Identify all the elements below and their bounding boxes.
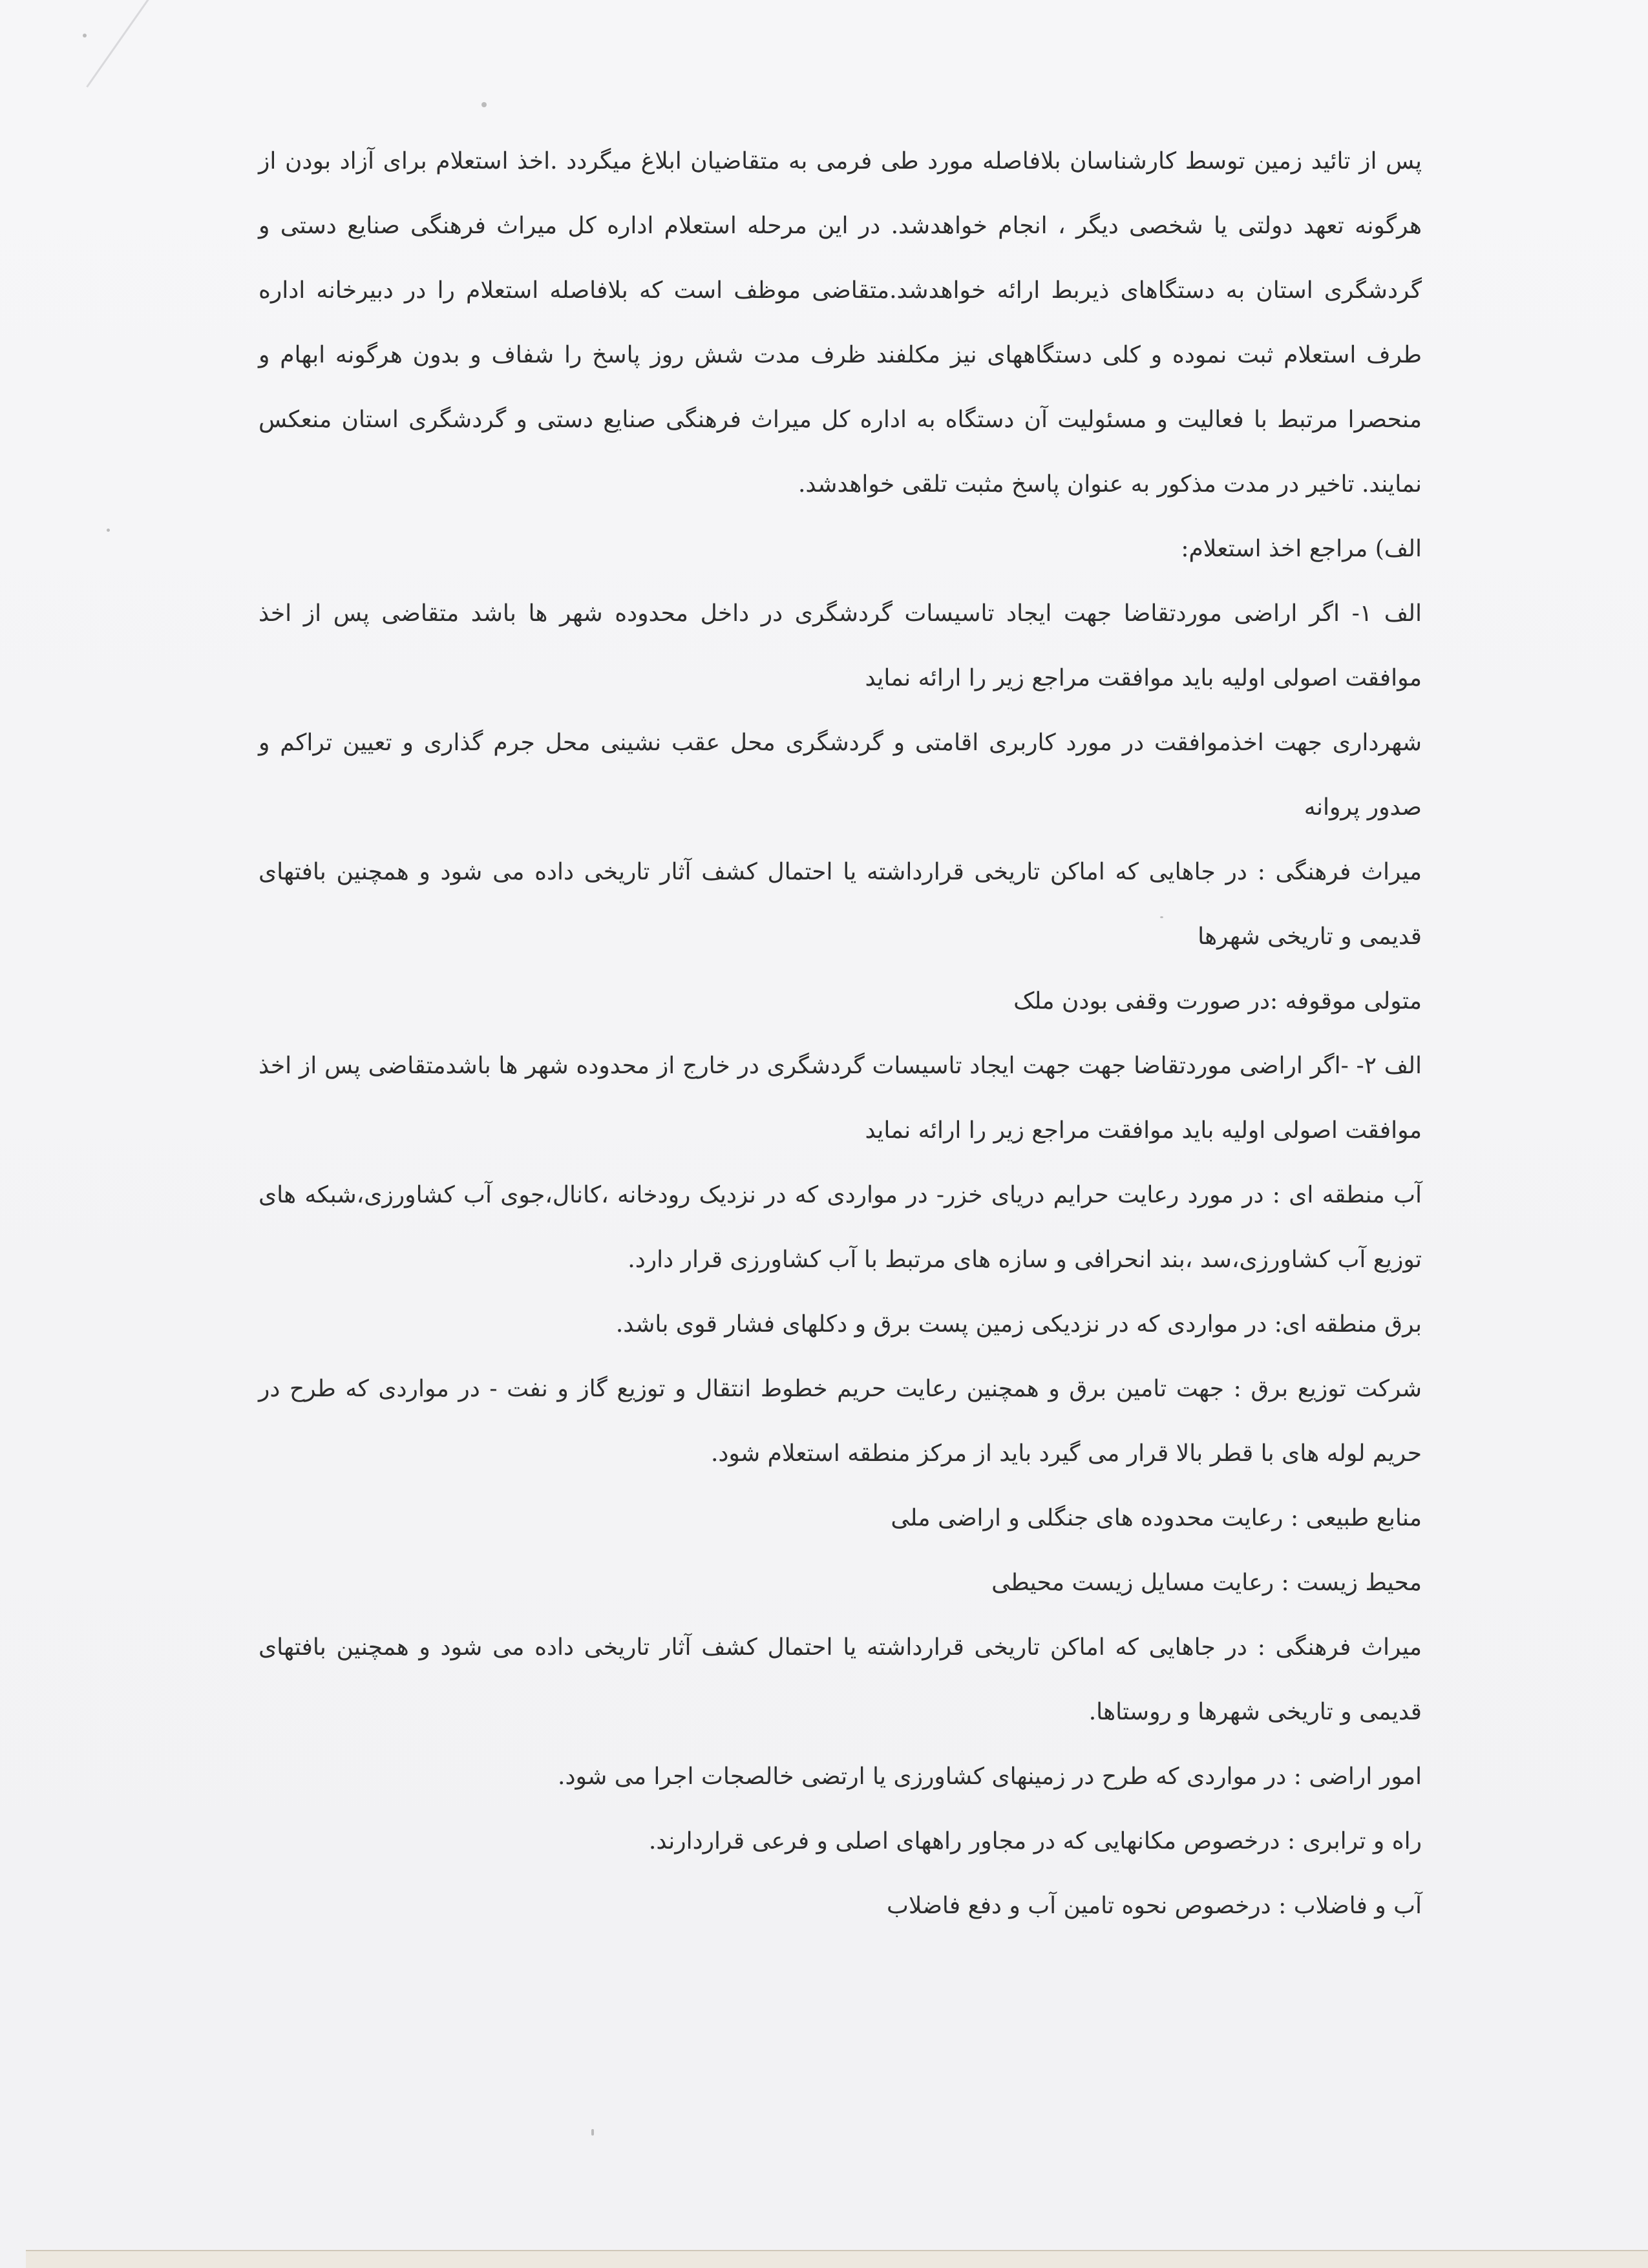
clause-alef-1: الف ۱- اگر اراضی موردتقاضا جهت ایجاد تاسیسات گردشگری در داخل محدوده شهر ها باشد متقاضی پس از اخذ موافقت اصولی اولیه باید موافقت مراجع زیر را ارائه نماید	[259, 600, 1422, 691]
paper-fold-mark	[86, 0, 162, 88]
scan-speck	[83, 34, 87, 37]
item-environment: محیط زیست : رعایت مسایل زیست محیطی	[991, 1570, 1422, 1596]
intro-paragraph: پس از تائید زمین توسط کارشناسان بلافاصله مورد طی فرمی به متقاضیان ابلاغ میگردد .اخذ استعلام برای آزاد بودن از هرگونه تعهد دولتی یا شخصی دیگر ، انجام خواهدشد. در این مرحله استعلام اداره کل میراث فرهنگی صنایع دستی و گردشگری استان به دستگاهای ذیربط ارائه خواهدشد.متقاضی موظف است که بلافاصله استعلام را در دبیرخانه اداره طرف استعلام ثبت نموده و کلی دستگاههای نیز مکلفند ظرف مدت شش روز پاسخ را شفاف و بدون هرگونه ابهام و منحصرا مرتبط با فعالیت و مسئولیت آن دستگاه به اداره کل میراث فرهنگی صنایع دستی و گردشگری استان منعکس نمایند. تاخیر در مدت مذکور به عنوان پاسخ مثبت تلقی خواهدشد.	[259, 148, 1422, 498]
item-power-distribution: شرکت توزیع برق : جهت تامین برق و همچنین رعایت حریم خطوط انتقال و توزیع گاز و نفت - در مواردی که طرح در حریم لوله های با قطر بالا قرار می گیرد باید از مرکز منطقه استعلام شود.	[259, 1376, 1422, 1467]
scan-speck	[481, 102, 487, 107]
item-roads-transport: راه و ترابری : درخصوص مکانهایی که در مجاور راههای اصلی و فرعی قراردارند.	[648, 1828, 1422, 1854]
item-municipality: شهرداری جهت اخذموافقت در مورد کاربری اقامتی و گردشگری محل عقب نشینی محل جرم گذاری و تعیین تراکم و صدور پروانه	[259, 730, 1422, 821]
document-body	[259, 129, 1422, 1938]
item-regional-water: آب منطقه ای : در مورد رعایت حرایم دریای خزر- در مواردی که در نزدیک رودخانه ،کانال،جوی آب کشاورزی،شبکه های توزیع آب کشاورزی،سد ،بند انحرافی و سازه های مرتبط با آب کشاورزی قرار دارد.	[259, 1182, 1422, 1273]
item-regional-electricity: برق منطقه ای: در مواردی که در نزدیکی زمین پست برق و دکلهای فشار قوی باشد.	[615, 1311, 1422, 1338]
page-bottom-edge	[26, 2250, 1648, 2268]
scan-speck	[591, 2129, 594, 2136]
section-heading-inquiry-authorities: الف) مراجع اخذ استعلام:	[1181, 536, 1422, 562]
item-cultural-heritage-urban: میراث فرهنگی : در جاهایی که اماکن تاریخی قرارداشته یا احتمال کشف آثار تاریخی داده می شود و همچنین بافتهای قدیمی و تاریخی شهرها	[259, 859, 1422, 950]
clause-alef-2: الف ۲- -اگر اراضی موردتقاضا جهت جهت ایجاد تاسیسات گردشگری در خارج از محدوده شهر ها باشدمتقاضی پس از اخذ موافقت اصولی اولیه باید موافقت مراجع زیر را ارائه نماید	[259, 1053, 1422, 1144]
item-water-wastewater: آب و فاضلاب : درخصوص نحوه تامین آب و دفع فاضلاب	[886, 1893, 1422, 1919]
item-land-affairs: امور اراضی : در مواردی که طرح در زمینهای کشاورزی یا ارتضی خالصجات اجرا می شود.	[558, 1763, 1422, 1790]
item-natural-resources: منابع طبیعی : رعایت محدوده های جنگلی و اراضی ملی	[891, 1505, 1422, 1531]
item-endowment-trustee: متولی موقوفه :در صورت وقفی بودن ملک	[1013, 988, 1422, 1014]
item-cultural-heritage-rural: میراث فرهنگی : در جاهایی که اماکن تاریخی قرارداشته یا احتمال کشف آثار تاریخی داده می شود و همچنین بافتهای قدیمی و تاریخی شهرها و روستاها.	[259, 1634, 1422, 1725]
scan-speck	[107, 529, 110, 532]
